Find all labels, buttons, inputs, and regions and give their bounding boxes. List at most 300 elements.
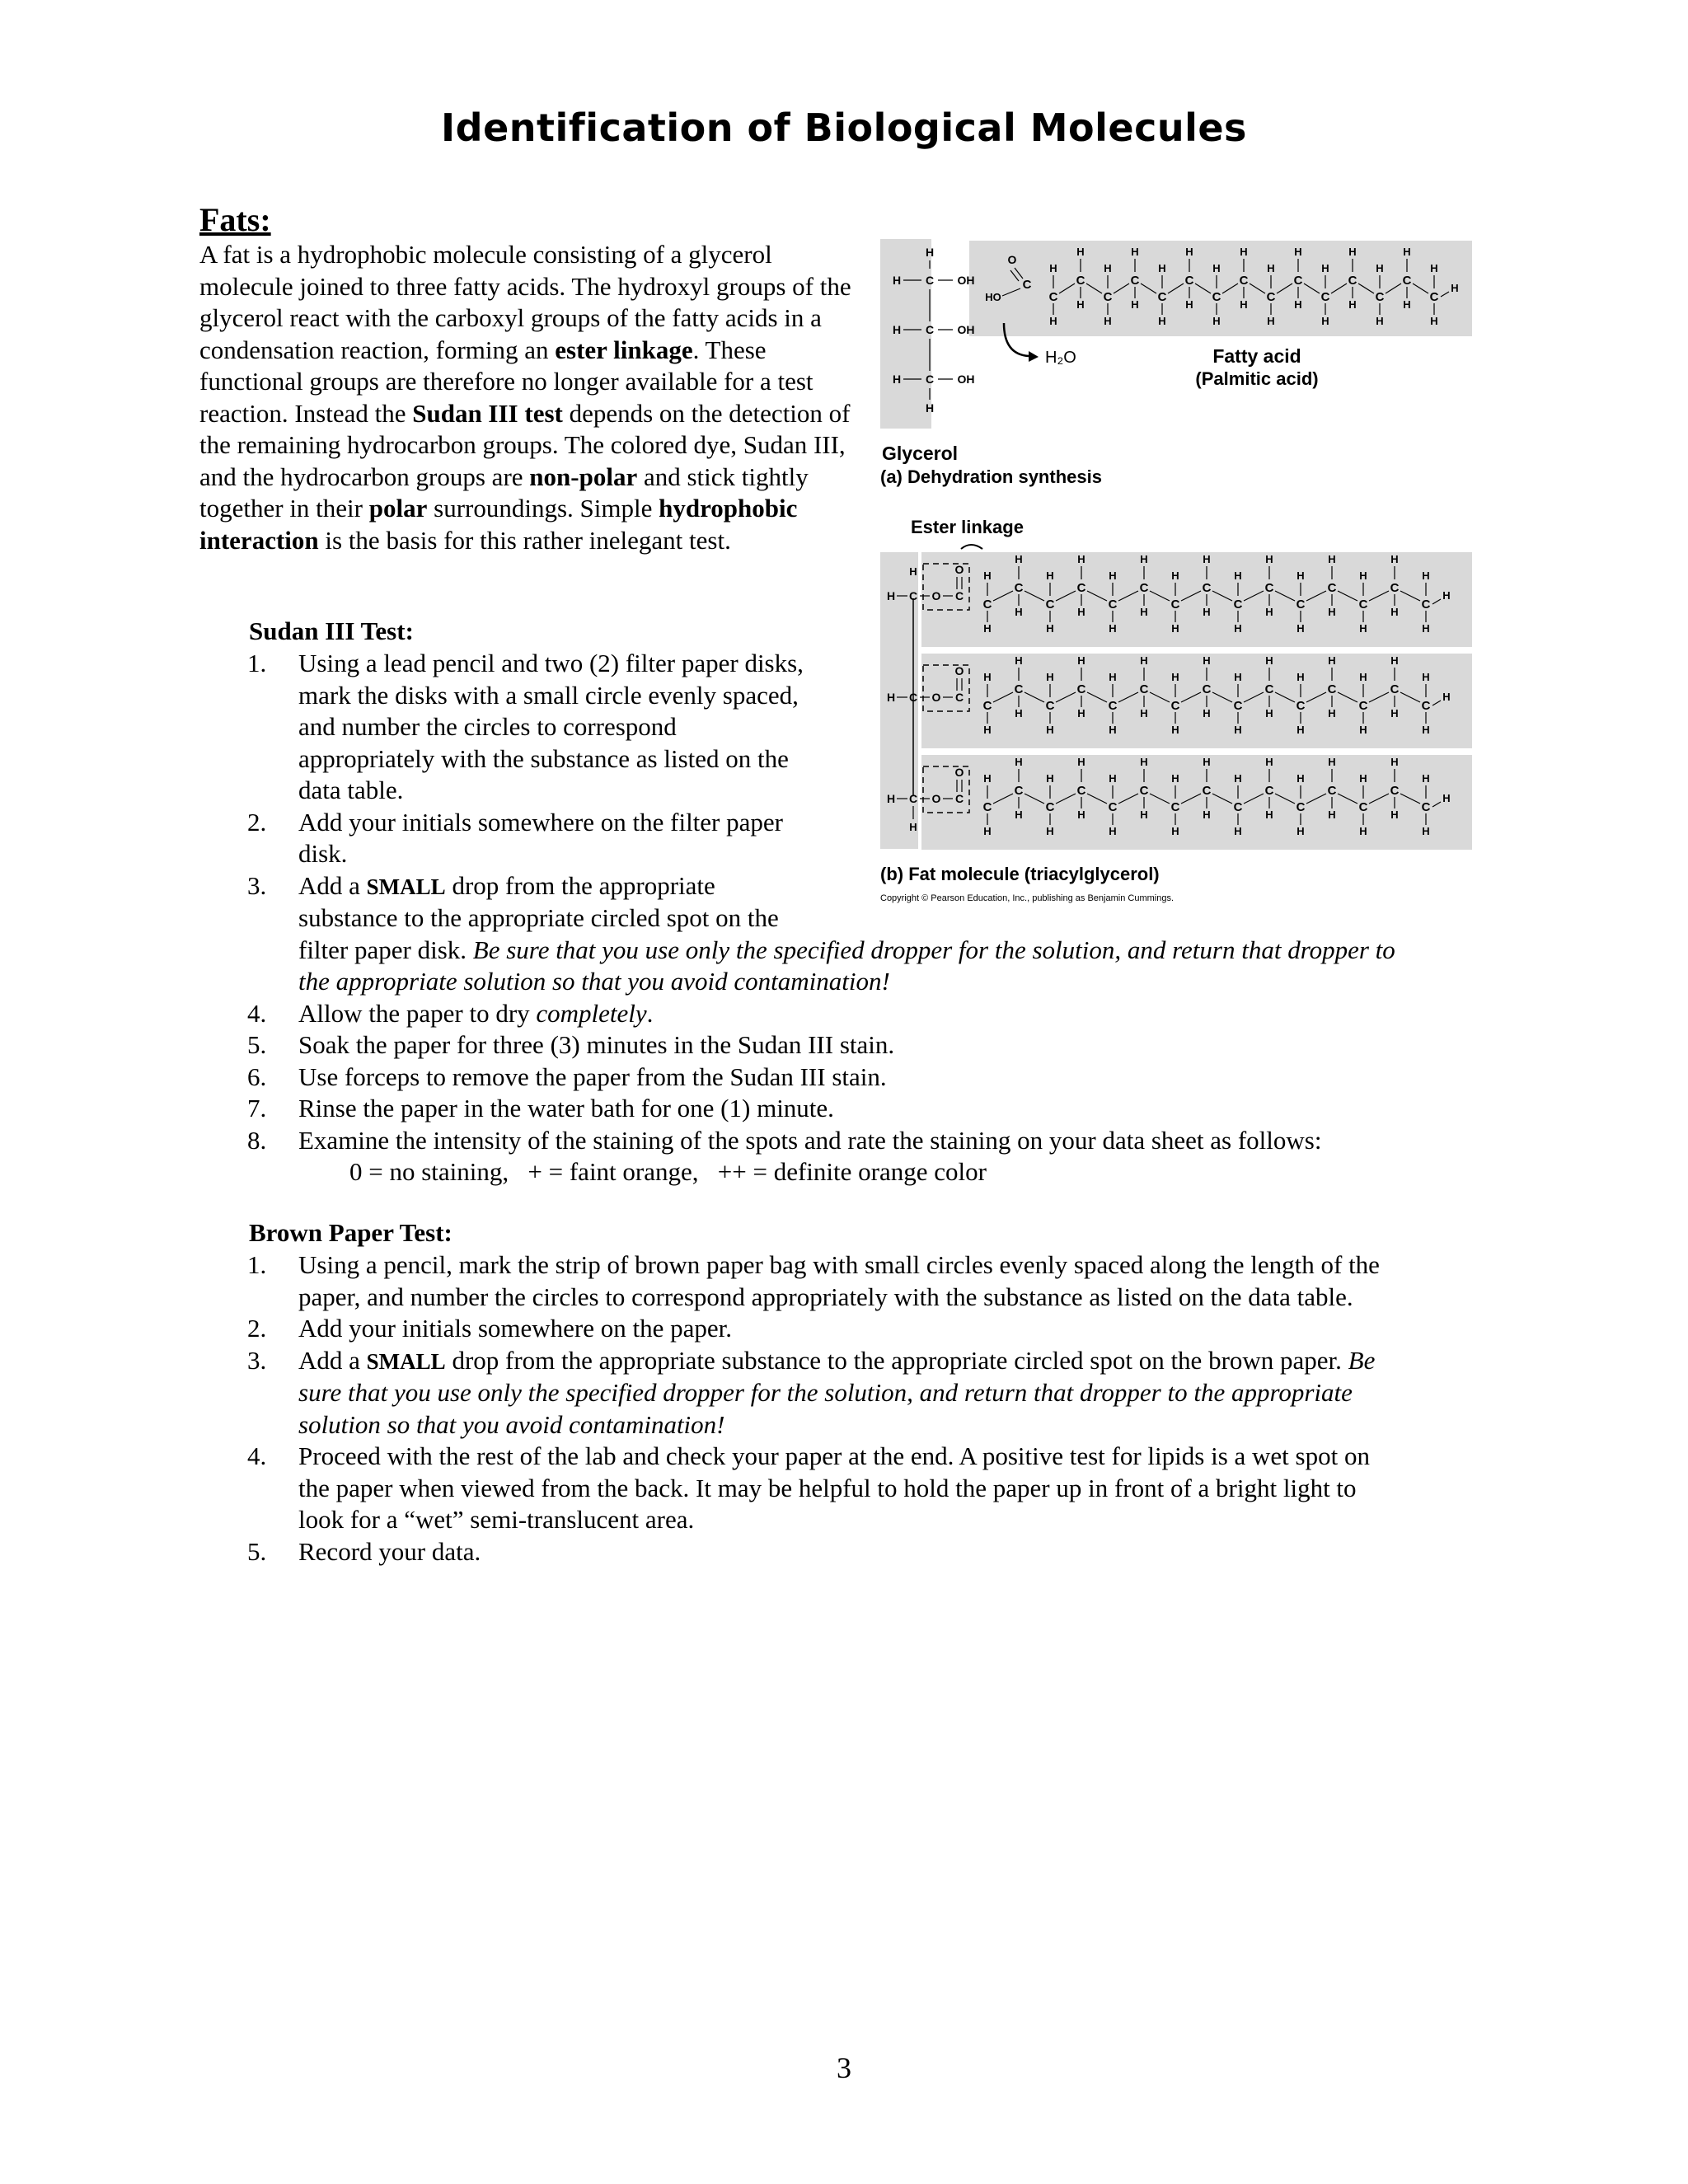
carbon-atom: C xyxy=(1264,682,1274,696)
hydrogen-atom: H xyxy=(1171,622,1179,635)
step-number: 2. xyxy=(247,1314,267,1343)
hydrogen-atom: H xyxy=(886,589,896,602)
hydrogen-atom: H xyxy=(1267,262,1275,274)
hydrogen-atom: H xyxy=(886,792,896,805)
hydrogen-atom: H xyxy=(1109,569,1117,582)
hydrogen-atom: H xyxy=(1296,622,1305,635)
step-text: Allow the paper to dry xyxy=(298,998,537,1028)
hydrogen-atom: H xyxy=(1359,671,1367,683)
fatty-acid-3-shading xyxy=(921,755,1472,850)
hydrogen-atom: H xyxy=(1015,756,1023,768)
hydrogen-atom: H xyxy=(1131,298,1139,311)
hydrogen-atom: H xyxy=(1390,553,1399,565)
hydrogen-atom: H xyxy=(1403,298,1411,311)
hydrogen-atom: H xyxy=(1390,606,1399,618)
fats-intro-paragraph xyxy=(199,239,859,556)
fat-molecule-figure xyxy=(880,231,1482,907)
step-line: Proceed with the rest of the lab and check your paper at the end. A positive test for lipids is a wet spot on xyxy=(298,1441,1370,1470)
hydrogen-atom: H xyxy=(1077,707,1085,719)
hydrogen-atom: H xyxy=(1328,756,1336,768)
carbon-atom: C xyxy=(1108,598,1118,612)
carbon-atom: C xyxy=(1358,699,1368,713)
hydrogen-atom: H xyxy=(1430,315,1438,327)
hydrogen-atom: H xyxy=(1265,553,1273,565)
carbon-atom: C xyxy=(1390,682,1400,696)
carbon-atom: C xyxy=(1139,784,1149,798)
step-number: 1. xyxy=(247,1250,267,1279)
oxygen-atom: O xyxy=(1007,253,1017,266)
step-text: Add a xyxy=(298,1345,367,1375)
hydrogen-atom: H xyxy=(983,772,992,785)
hydrogen-atom: H xyxy=(1442,691,1451,703)
carbon-atom: C xyxy=(1233,699,1243,713)
oxygen-atom: O xyxy=(931,792,941,805)
small-emphasis: SMALL xyxy=(366,1348,446,1374)
carbon-atom: C xyxy=(954,589,964,602)
step-number: 4. xyxy=(247,998,267,1028)
caution-text: the appropriate solution so that you avoid contamination! xyxy=(298,967,890,996)
step-number: 6. xyxy=(247,1062,267,1091)
carbon-atom: C xyxy=(1296,800,1306,814)
hydrogen-atom: H xyxy=(1240,246,1248,258)
carbon-atom: C xyxy=(1233,800,1243,814)
brown-steps-list xyxy=(247,1249,1533,1568)
carbon-atom: C xyxy=(1212,290,1221,304)
list-item xyxy=(247,1345,1533,1441)
fatty-acid-label: Fatty acid xyxy=(1212,345,1301,367)
term-polar: polar xyxy=(368,494,428,523)
hydrogen-atom: H xyxy=(1212,315,1221,327)
carbon-atom: C xyxy=(1358,598,1368,612)
step-line: Record your data. xyxy=(298,1536,481,1566)
caution-text: solution so that you avoid contamination! xyxy=(298,1409,725,1439)
hydrogen-atom: H xyxy=(1442,589,1451,602)
carbon-atom: C xyxy=(1076,682,1086,696)
carbon-atom: C xyxy=(1358,800,1368,814)
carbon-atom: C xyxy=(1239,274,1249,288)
step-number: 3. xyxy=(247,1345,267,1375)
hydrogen-atom: H xyxy=(1265,756,1273,768)
carbon-atom: C xyxy=(1045,699,1055,713)
hydrogen-atom: H xyxy=(1015,808,1023,821)
hydrogen-atom: H xyxy=(1265,808,1273,821)
hydrogen-atom: H xyxy=(1265,707,1273,719)
hydrogen-atom: H xyxy=(1442,792,1451,804)
hydrogen-atom: H xyxy=(1390,654,1399,667)
hydrogen-atom: H xyxy=(1185,298,1193,311)
hydrogen-atom: H xyxy=(1234,772,1242,785)
hydrogen-atom: H xyxy=(1109,772,1117,785)
carbon-atom: C xyxy=(982,598,992,612)
carbon-atom: C xyxy=(925,274,935,287)
hydrogen-atom: H xyxy=(1203,606,1211,618)
carbon-atom: C xyxy=(1108,800,1118,814)
carbon-atom: C xyxy=(1170,598,1180,612)
hydrogen-atom: H xyxy=(892,274,902,287)
carbon-atom: C xyxy=(982,800,992,814)
hydrogen-atom: H xyxy=(909,821,917,833)
hydrogen-atom: H xyxy=(1422,772,1430,785)
list-item xyxy=(247,1029,1533,1062)
hydrogen-atom: H xyxy=(1109,825,1117,837)
carbon-atom: C xyxy=(925,323,935,336)
hydrogen-atom: H xyxy=(1234,825,1242,837)
carbon-atom: C xyxy=(1103,290,1113,304)
hydrogen-atom: H xyxy=(1296,671,1305,683)
hydrogen-atom: H xyxy=(1296,569,1305,582)
hydrogen-atom: H xyxy=(1321,315,1329,327)
carbon-atom: C xyxy=(1296,699,1306,713)
fatty-acid-2-shading xyxy=(921,654,1472,748)
carbon-atom: C xyxy=(982,699,992,713)
step-line: Soak the paper for three (3) minutes in the Sudan III stain. xyxy=(298,1030,895,1059)
hydrogen-atom: H xyxy=(983,569,992,582)
hydrogen-atom: H xyxy=(1046,622,1054,635)
hydrogen-atom: H xyxy=(1234,724,1242,736)
hydrogen-atom: H xyxy=(1104,262,1112,274)
hydrogen-atom: H xyxy=(1376,262,1384,274)
hydrogen-atom: H xyxy=(1296,724,1305,736)
hydroxyl-group: OH xyxy=(957,373,975,386)
term-non-polar: non-polar xyxy=(529,462,638,491)
hydrogen-atom: H xyxy=(983,622,992,635)
carbon-atom: C xyxy=(1429,290,1439,304)
hydrogen-atom: H xyxy=(1140,756,1148,768)
carbon-atom: C xyxy=(1390,784,1400,798)
step-line: Use forceps to remove the paper from the Sudan III stain. xyxy=(298,1062,887,1091)
step-line: look for a “wet” semi-translucent area. xyxy=(298,1505,695,1534)
carbon-atom: C xyxy=(1233,598,1243,612)
hydrogen-atom: H xyxy=(1171,724,1179,736)
carbon-atom: C xyxy=(1139,581,1149,595)
oxygen-atom: O xyxy=(954,563,964,576)
carbon-atom: C xyxy=(1202,581,1212,595)
oxygen-atom: O xyxy=(954,664,964,677)
intro-text: and stick tightly together in their xyxy=(199,462,809,523)
fatty-acid-1-shading xyxy=(921,552,1472,647)
step-line: and number the circles to correspond xyxy=(298,712,677,741)
carbon-atom: C xyxy=(1022,278,1032,292)
hydrogen-atom: H xyxy=(1046,569,1054,582)
page-number: 3 xyxy=(837,2051,851,2084)
hydrogen-atom: H xyxy=(1109,724,1117,736)
hydrogen-atom: H xyxy=(1265,606,1273,618)
hydrogen-atom: H xyxy=(1430,262,1438,274)
carbon-atom: C xyxy=(1130,274,1140,288)
carbon-atom: C xyxy=(1048,290,1058,304)
carbon-atom: C xyxy=(1320,290,1330,304)
hydrogen-atom: H xyxy=(1104,315,1112,327)
step-line: Using a pencil, mark the strip of brown paper bag with small circles evenly spaced along the length of the xyxy=(298,1250,1380,1279)
hydrogen-atom: H xyxy=(1015,654,1023,667)
hydrogen-atom: H xyxy=(1328,654,1336,667)
hydrogen-atom: H xyxy=(1171,671,1179,683)
hydrogen-atom: H xyxy=(1212,262,1221,274)
carbon-atom: C xyxy=(1293,274,1303,288)
term-sudan-iii-test: Sudan III test xyxy=(412,398,563,428)
step-number: 2. xyxy=(247,807,267,837)
hydrogen-atom: H xyxy=(1267,315,1275,327)
small-emphasis: SMALL xyxy=(366,874,446,899)
ester-linkage-label: Ester linkage xyxy=(911,517,1024,537)
hydrogen-atom: H xyxy=(1077,553,1085,565)
hydrogen-atom: H xyxy=(1390,808,1399,821)
hydrogen-atom: H xyxy=(1359,569,1367,582)
carbon-atom: C xyxy=(1202,682,1212,696)
hydrogen-atom: H xyxy=(1321,262,1329,274)
step-text: drop from the appropriate substance to the appropriate circled spot on the brown paper. xyxy=(445,1345,1348,1375)
term-ester-linkage: ester linkage xyxy=(555,335,693,364)
hydrogen-atom: H xyxy=(1109,622,1117,635)
carbon-atom: C xyxy=(1014,682,1024,696)
step-text: filter paper disk. xyxy=(298,935,473,964)
page-title: Identification of Biological Molecules xyxy=(441,105,1247,150)
caution-text: Be xyxy=(1348,1345,1376,1375)
carbon-atom: C xyxy=(1076,784,1086,798)
step-line xyxy=(298,935,1533,967)
step-number: 5. xyxy=(247,1030,267,1059)
step-line: mark the disks with a small circle evenly spaced, xyxy=(298,680,799,710)
carbon-atom: C xyxy=(925,373,935,386)
hydrogen-atom: H xyxy=(1131,246,1139,258)
hydroxyl-group: OH xyxy=(957,274,975,287)
list-item xyxy=(247,1093,1533,1125)
carbon-atom: C xyxy=(1348,274,1357,288)
emphasis-text: completely xyxy=(536,998,647,1028)
step-text: Add a xyxy=(298,870,367,900)
carbon-atom: C xyxy=(1327,581,1337,595)
carbon-atom: C xyxy=(1076,581,1086,595)
glycerol-shading xyxy=(880,239,931,429)
carbon-atom: C xyxy=(1076,274,1085,288)
hydrogen-atom: H xyxy=(1171,825,1179,837)
hydrogen-atom: H xyxy=(1077,654,1085,667)
step-number: 8. xyxy=(247,1125,267,1155)
list-item xyxy=(247,1062,1533,1094)
hydrogen-atom: H xyxy=(1015,707,1023,719)
step-number: 1. xyxy=(247,649,267,677)
hydrogen-atom: H xyxy=(1203,553,1211,565)
list-item xyxy=(247,1313,1533,1345)
hydrogen-atom: H xyxy=(983,825,992,837)
ester-brace xyxy=(961,545,982,549)
carbon-atom: C xyxy=(1202,784,1212,798)
hydrogen-atom: H xyxy=(1359,772,1367,785)
carbon-atom: C xyxy=(1014,581,1024,595)
fatty-acid-shading xyxy=(969,241,1472,336)
hydrogen-atom: H xyxy=(892,373,902,386)
hydrogen-atom: H xyxy=(1049,262,1057,274)
intro-text: . These functional groups are therefore no longer available for a test reaction. Instead the xyxy=(199,335,814,428)
step-line: Examine the intensity of the staining of the spots and rate the staining on your data sheet as follows: xyxy=(298,1125,1322,1155)
step-line: disk. xyxy=(298,839,348,868)
hydrogen-atom: H xyxy=(1328,808,1336,821)
caution-text: Be sure that you use only the specified dropper for the solution, and return that dropper to xyxy=(472,935,1395,964)
hydrogen-atom: H xyxy=(1046,724,1054,736)
hydrogen-atom: H xyxy=(1328,553,1336,565)
intro-text: depends on the detection of the remaining hydrocarbon groups. The colored dye, Sudan III, and the hydrocarbon groups are xyxy=(199,398,851,491)
hydrogen-atom: H xyxy=(1403,246,1411,258)
hydrogen-atom: H xyxy=(1171,569,1179,582)
hydrogen-atom: H xyxy=(1158,315,1166,327)
hydroxyl-group: HO xyxy=(985,291,1001,303)
hydrogen-atom: H xyxy=(1294,246,1302,258)
hydrogen-atom: H xyxy=(1203,756,1211,768)
hydrogen-atom: H xyxy=(1140,707,1148,719)
section-heading-fats: Fats: xyxy=(199,201,271,238)
carbon-atom: C xyxy=(1421,598,1431,612)
step-line: Add your initials somewhere on the filter paper xyxy=(298,807,783,837)
carbon-atom: C xyxy=(1296,598,1306,612)
hydrogen-atom: H xyxy=(983,671,992,683)
carbon-atom: C xyxy=(1402,274,1412,288)
staining-scale: 0 = no staining, + = faint orange, ++ = definite orange color xyxy=(349,1157,987,1186)
hydrogen-atom: H xyxy=(1348,246,1357,258)
hydrogen-atom: H xyxy=(1077,808,1085,821)
hydrogen-atom: H xyxy=(1049,315,1057,327)
step-line: substance to the appropriate circled spot on the xyxy=(298,903,779,932)
hydrogen-atom: H xyxy=(1185,246,1193,258)
oxygen-atom: O xyxy=(931,691,941,704)
hydrogen-atom: H xyxy=(1015,606,1023,618)
hydrogen-atom: H xyxy=(1348,298,1357,311)
carbon-atom: C xyxy=(1264,581,1274,595)
hydrogen-atom: H xyxy=(1422,622,1430,635)
hydrogen-atom: H xyxy=(1359,724,1367,736)
term-hydrophobic-interaction: hydrophobic interaction xyxy=(199,494,798,555)
hydrogen-atom: H xyxy=(1265,654,1273,667)
carbon-atom: C xyxy=(954,792,964,805)
carbon-atom: C xyxy=(1421,800,1431,814)
hydrogen-atom: H xyxy=(1294,298,1302,311)
hydrogen-atom: H xyxy=(886,691,896,704)
hydrogen-atom: H xyxy=(1422,825,1430,837)
carbon-atom: C xyxy=(1045,598,1055,612)
hydrogen-atom: H xyxy=(1240,298,1248,311)
intro-text: surroundings. Simple xyxy=(427,494,659,523)
carbon-atom: C xyxy=(1390,581,1400,595)
arrow-head xyxy=(1029,351,1039,362)
hydrogen-atom: H xyxy=(1376,315,1384,327)
step-line xyxy=(298,998,1533,1030)
hydrogen-atom: H xyxy=(1296,772,1305,785)
hydrogen-atom: H xyxy=(1234,569,1242,582)
step-line: Using a lead pencil and two (2) filter paper disks, xyxy=(298,649,804,677)
hydrogen-atom: H xyxy=(1296,825,1305,837)
hydrogen-atom: H xyxy=(1077,606,1085,618)
hydrogen-atom: H xyxy=(1422,569,1430,582)
hydrogen-atom: H xyxy=(1171,772,1179,785)
hydrogen-atom: H xyxy=(1328,707,1336,719)
caption-b: (b) Fat molecule (triacylglycerol) xyxy=(880,864,1160,884)
carbon-atom: C xyxy=(1264,784,1274,798)
hydrogen-atom: H xyxy=(1203,707,1211,719)
carbon-atom: C xyxy=(1327,784,1337,798)
list-item xyxy=(247,1249,1533,1313)
hydrogen-atom: H xyxy=(983,724,992,736)
carbon-atom: C xyxy=(1184,274,1194,288)
step-line: appropriately with the substance as listed on the xyxy=(298,743,789,773)
step-text: . xyxy=(646,998,654,1028)
hydrogen-atom: H xyxy=(1451,282,1459,294)
step-number: 7. xyxy=(247,1094,267,1122)
step-line: data table. xyxy=(298,776,404,804)
hydrogen-atom: H xyxy=(1109,671,1117,683)
hydrogen-atom: H xyxy=(1140,606,1148,618)
copyright-line: Copyright © Pearson Education, Inc., publishing as Benjamin Cummings. xyxy=(880,893,1175,903)
palmitic-acid-label: (Palmitic acid) xyxy=(1195,368,1319,389)
hydrogen-atom: H xyxy=(1140,553,1148,565)
carbon-atom: C xyxy=(908,589,918,602)
step-line: Rinse the paper in the water bath for one (1) minute. xyxy=(298,1094,834,1122)
carbon-atom: C xyxy=(1170,699,1180,713)
hydrogen-atom: H xyxy=(1077,756,1085,768)
hydrogen-atom: H xyxy=(1158,262,1166,274)
step-number: 5. xyxy=(247,1536,267,1566)
carbon-atom: C xyxy=(1375,290,1385,304)
hydrogen-atom: H xyxy=(1359,825,1367,837)
hydrogen-atom: H xyxy=(925,246,935,259)
list-item xyxy=(247,1125,1533,1188)
carbon-atom: C xyxy=(908,691,918,704)
hydrogen-atom: H xyxy=(1359,622,1367,635)
step-line: the paper when viewed from the back. It may be helpful to hold the paper up in front of a bright light to xyxy=(298,1473,1357,1502)
caution-text: sure that you use only the specified dropper for the solution, and return that dropper to the appropriate xyxy=(298,1378,1353,1407)
step-number: 4. xyxy=(247,1441,267,1470)
carbon-atom: C xyxy=(908,792,918,805)
intro-text: is the basis for this rather inelegant test. xyxy=(318,525,731,555)
carbon-atom: C xyxy=(1157,290,1167,304)
carbon-atom: C xyxy=(1266,290,1276,304)
hydrogen-atom: H xyxy=(1203,654,1211,667)
oxygen-atom: O xyxy=(954,766,964,779)
carbon-atom: C xyxy=(1327,682,1337,696)
hydrogen-atom: H xyxy=(1046,671,1054,683)
hydrogen-atom: H xyxy=(1234,622,1242,635)
list-item xyxy=(247,998,1533,1030)
hydrogen-atom: H xyxy=(1076,246,1085,258)
hydrogen-atom: H xyxy=(1422,671,1430,683)
step-number: 3. xyxy=(247,870,267,900)
hydrogen-atom: H xyxy=(892,323,902,336)
hydrogen-atom: H xyxy=(1234,671,1242,683)
carbon-atom: C xyxy=(1421,699,1431,713)
intro-text: A fat is a hydrophobic molecule consisting of a glycerol molecule joined to three fatty acids. The hydroxyl groups of the glycerol react with the carboxyl groups of the fatty acids in a condensation reaction, forming an xyxy=(199,240,851,364)
hydrogen-atom: H xyxy=(1046,772,1054,785)
hydrogen-atom: H xyxy=(1203,808,1211,821)
brown-paper-test-heading: Brown Paper Test: xyxy=(249,1218,452,1247)
hydrogen-atom: H xyxy=(925,401,935,415)
water-label: H₂O xyxy=(1045,349,1076,367)
hydroxyl-group: OH xyxy=(957,323,975,336)
hydrogen-atom: H xyxy=(1015,553,1023,565)
carbon-atom: C xyxy=(1170,800,1180,814)
caption-a: (a) Dehydration synthesis xyxy=(880,466,1102,487)
glycerol-label: Glycerol xyxy=(882,443,959,464)
step-line: paper, and number the circles to correspond appropriately with the substance as listed on the data table. xyxy=(298,1282,1353,1311)
carbon-atom: C xyxy=(1108,699,1118,713)
hydrogen-atom: H xyxy=(1076,298,1085,311)
hydrogen-atom: H xyxy=(1046,825,1054,837)
step-line: Add your initials somewhere on the paper. xyxy=(298,1314,733,1343)
carbon-atom: C xyxy=(1014,784,1024,798)
hydrogen-atom: H xyxy=(1140,654,1148,667)
oxygen-atom: O xyxy=(931,589,941,602)
carbon-atom: C xyxy=(954,691,964,704)
step-line xyxy=(298,1345,1533,1378)
hydrogen-atom: H xyxy=(1422,724,1430,736)
list-item xyxy=(247,1536,1533,1568)
